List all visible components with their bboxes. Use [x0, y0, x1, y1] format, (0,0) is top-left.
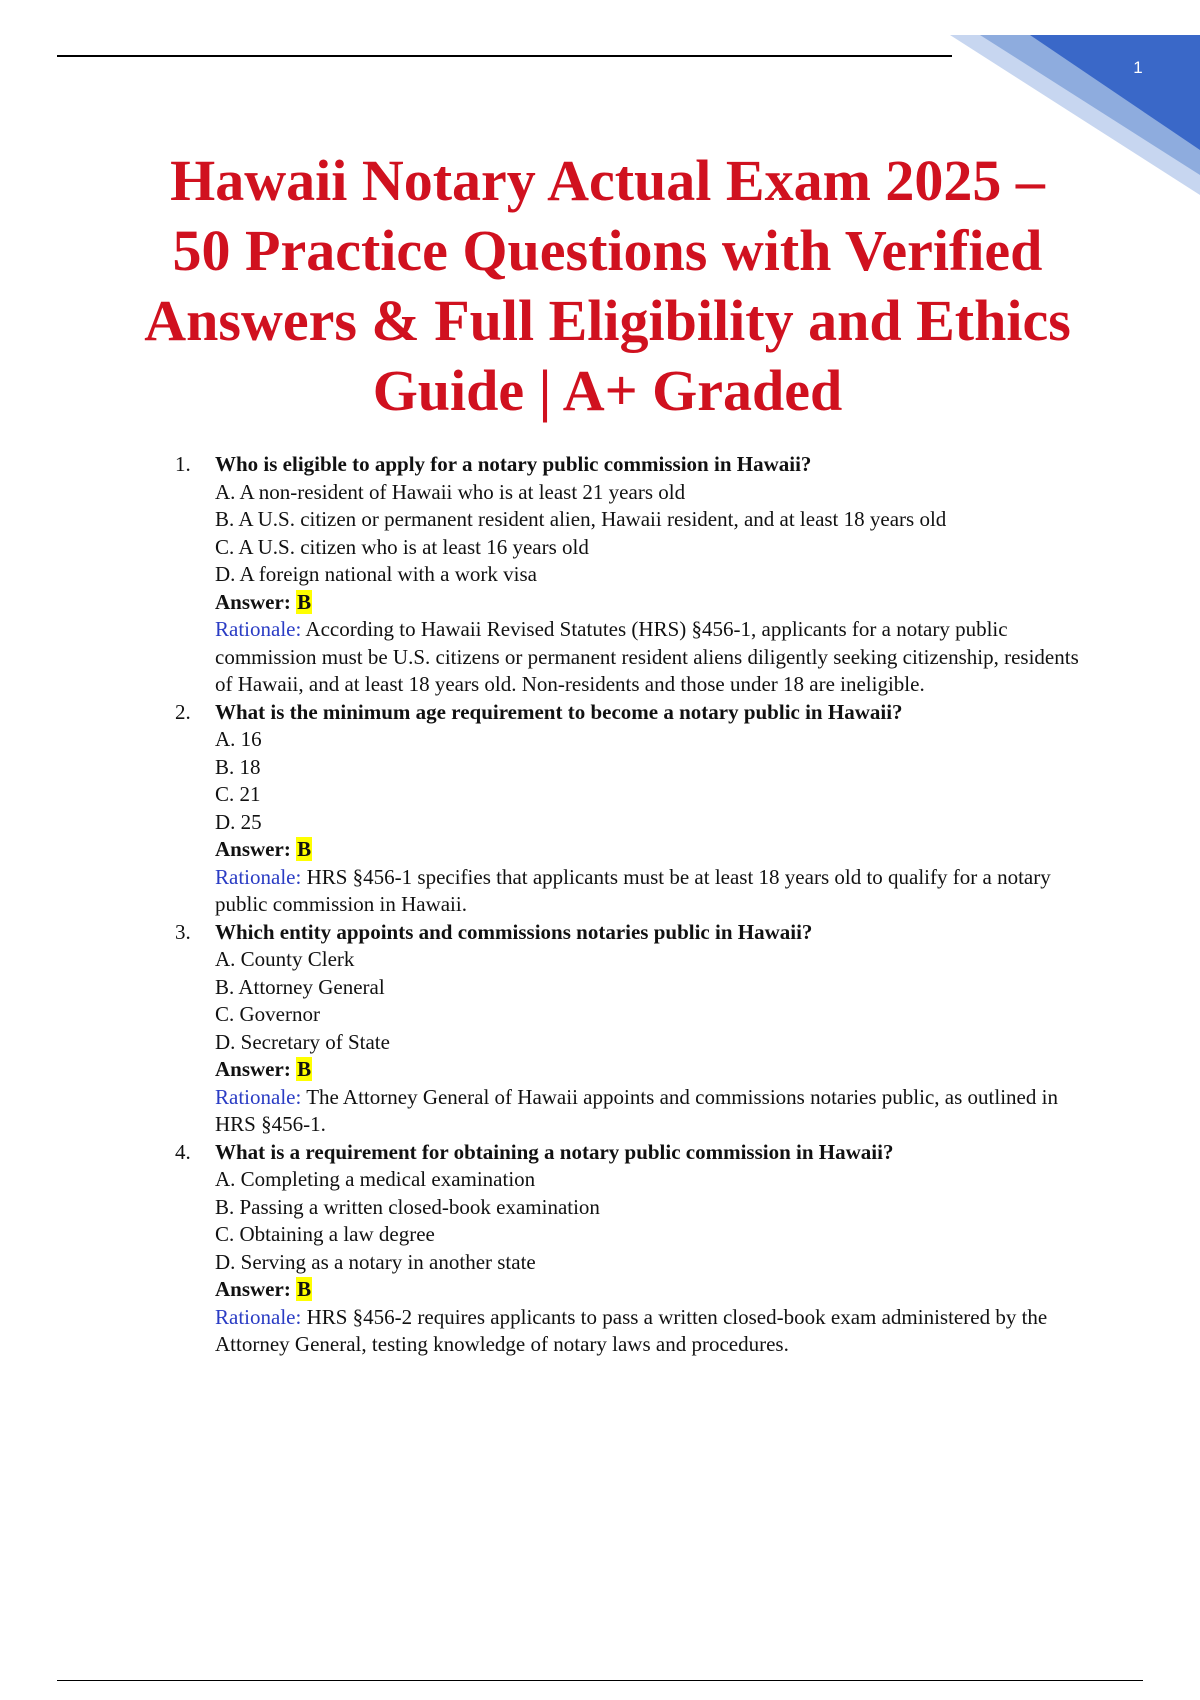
answer-letter: B [297, 1057, 312, 1081]
option-b: B. Passing a written closed-book examination [215, 1194, 600, 1219]
question-text: 4. What is a requirement for obtaining a notary public commission in Hawaii? [175, 1139, 1095, 1167]
option-a: A. County Clerk [215, 947, 355, 971]
answer-letter: B [297, 589, 312, 614]
option-c: C. Governor [215, 1002, 320, 1026]
question-number: 1. [175, 452, 191, 476]
rationale [175, 864, 1095, 919]
option-d: D. A foreign national with a work visa [215, 562, 537, 586]
rationale-text: According to Hawaii Revised Statutes (HRS) §456-1, applicants for a notary public commission must be U.S. citizens or permanent resident aliens diligently seeking citizenship, residents of Hawaii, and at least 18 years old. Non-residents and those under 18 are ineligible. [215, 617, 1079, 696]
rationale-label: Rationale: [215, 864, 302, 889]
rationale-label: Rationale: [215, 1084, 302, 1109]
question-number: 2. [175, 699, 191, 724]
header-rule [57, 55, 952, 57]
document-title: Hawaii Notary Actual Exam 2025 – 50 Practice Questions with Verified Answers & Full Eligibility and Ethics Guide | A+ Graded [144, 148, 1071, 423]
rationale-text: HRS §456-2 requires applicants to pass a written closed-book exam administered by the Attorney General, testing knowledge of notary laws and procedures. [215, 1304, 1048, 1356]
answer-letter: B [297, 1277, 312, 1301]
option-a: A. 16 [215, 727, 262, 751]
option-c: C. 21 [215, 782, 261, 806]
answer-line [175, 589, 1095, 617]
answer-line [175, 1056, 1095, 1084]
page-number: 1 [1133, 58, 1143, 77]
rationale [175, 1304, 1095, 1359]
option-a: A. A non-resident of Hawaii who is at least 21 years old [215, 479, 686, 504]
footer-rule [57, 1680, 1143, 1681]
option-d: D. 25 [215, 809, 262, 834]
question-number: 3. [175, 919, 191, 944]
answer-label: Answer: [215, 589, 291, 614]
question-text: 1. Who is eligible to apply for a notary public commission in Hawaii? [175, 451, 1095, 479]
question-text: 2. What is the minimum age requirement to become a notary public in Hawaii? [175, 699, 1095, 727]
rationale-label: Rationale: [215, 617, 302, 641]
answer-letter: B [297, 837, 312, 861]
rationale [175, 1084, 1095, 1139]
question-item [175, 699, 1095, 919]
option-d: D. Secretary of State [215, 1029, 390, 1054]
rationale [175, 616, 1095, 699]
option-b: B. 18 [215, 754, 261, 779]
option-c: C. Obtaining a law degree [215, 1222, 435, 1246]
question-list [175, 451, 1095, 1359]
answer-line [175, 1276, 1095, 1304]
rationale-text: The Attorney General of Hawaii appoints and commissions notaries public, as outlined in HRS §456-1. [215, 1084, 1058, 1136]
answer-line [175, 836, 1095, 864]
question-item [175, 1139, 1095, 1359]
answer-label: Answer: [215, 837, 291, 861]
question-item [175, 919, 1095, 1139]
option-a: A. Completing a medical examination [215, 1167, 536, 1191]
option-d: D. Serving as a notary in another state [215, 1249, 536, 1274]
rationale-text: HRS §456-1 specifies that applicants must be at least 18 years old to qualify for a notary public commission in Hawaii. [215, 864, 1051, 916]
question-item [175, 451, 1095, 699]
rationale-label: Rationale: [215, 1304, 302, 1329]
option-c: C. A U.S. citizen who is at least 16 years old [215, 534, 589, 559]
answer-label: Answer: [215, 1277, 291, 1301]
answer-label: Answer: [215, 1057, 291, 1081]
option-b: B. A U.S. citizen or permanent resident alien, Hawaii resident, and at least 18 years old [215, 507, 947, 531]
question-number: 4. [175, 1139, 191, 1164]
question-text: 3. Which entity appoints and commissions notaries public in Hawaii? [175, 919, 1095, 947]
option-b: B. Attorney General [215, 974, 385, 999]
